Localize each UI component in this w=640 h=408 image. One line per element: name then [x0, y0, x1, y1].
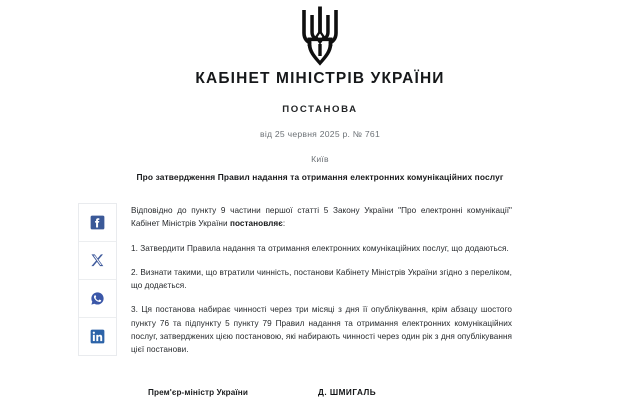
signature-block [148, 388, 518, 397]
document-header [0, 70, 640, 164]
emblem-container [0, 6, 640, 66]
signatory-role: Прем'єр-міністр України [148, 388, 248, 397]
decree-paragraph-2: 2. Визнати такими, що втратили чинність, постанови Кабінету Міністрів України згідно з переліком, що додається. [131, 267, 512, 291]
share-button-facebook[interactable] [79, 204, 116, 242]
whatsapp-icon [90, 291, 105, 306]
signatory-name: Д. ШМИГАЛЬ [318, 388, 377, 397]
ukraine-trident-coat-of-arms-icon [298, 6, 342, 66]
linkedin-icon [90, 329, 105, 344]
facebook-icon [90, 215, 105, 230]
share-button-whatsapp[interactable] [79, 280, 116, 318]
preamble-paragraph [131, 204, 512, 231]
twitter-x-icon [90, 253, 105, 268]
decree-title: Про затвердження Правил надання та отримання електронних комунікаційних послуг [136, 172, 504, 182]
preamble-bold-word: постановляє [229, 219, 283, 229]
share-button-linkedin[interactable] [79, 318, 116, 355]
document-date: від 25 червня 2025 р. № 761 [260, 128, 380, 139]
decree-paragraph-1: 1. Затвердити Правила надання та отримання електронних комунікаційних послуг, що додаються. [131, 243, 509, 253]
organization-title: КАБІНЕТ МІНІСТРІВ УКРАЇНИ [195, 70, 445, 87]
document-type: ПОСТАНОВА [282, 103, 358, 115]
decree-paragraph-3: 3. Ця постанова набирає чинності через три місяці з дня її опублікування, крім абзацу шостого пункту 76 та підпункту 5 пункту 79 Правил надання та отримання електронних комунікаційних послуг, затверджених цією постановою, які набирають чинності через один рік з дня опублікування цієї постанови. [131, 305, 512, 355]
social-share-rail [78, 203, 117, 356]
document-body [131, 204, 512, 368]
preamble-text-before: Відповідно до пункту 9 частини першої статті 5 Закону України "Про електронні комунікації" Кабінет Міністрів України [131, 206, 512, 229]
document-city: Київ [311, 153, 329, 164]
preamble-text-after: : [282, 219, 286, 229]
share-button-twitter-x[interactable] [79, 242, 116, 280]
